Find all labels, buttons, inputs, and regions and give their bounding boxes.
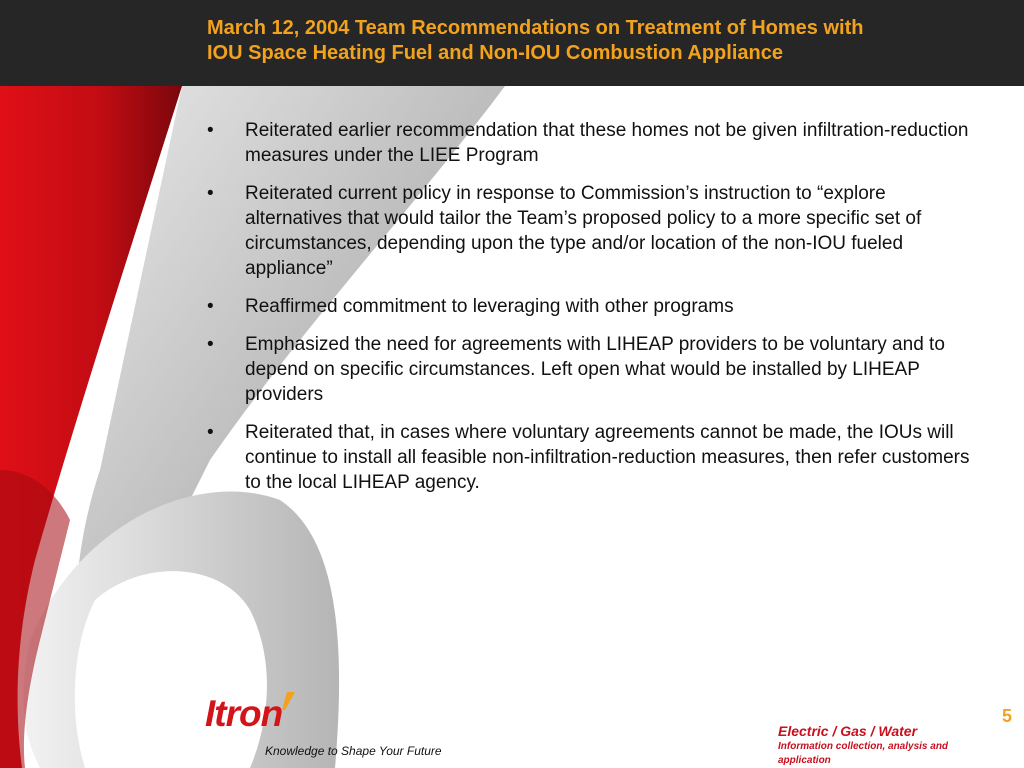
bullet-dot-icon: •	[207, 120, 214, 141]
utility-caption-main: Electric / Gas / Water	[778, 723, 918, 739]
bullet-item	[207, 332, 977, 407]
slide-title-line-2: IOU Space Heating Fuel and Non-IOU Combustion Appliance	[207, 42, 783, 64]
bullet-text: Reaffirmed commitment to leveraging with other programs	[245, 296, 734, 317]
bullet-text: Emphasized the need for agreements with LIHEAP providers to be voluntary and to depend on specific circumstances. Left open what would be installed by LIHEAP providers	[245, 334, 945, 405]
logo-wordmark: Itron	[205, 693, 283, 734]
slide-title-line-1: March 12, 2004 Team Recommendations on Treatment of Homes with	[207, 17, 864, 39]
utility-caption-sub: Information collection, analysis and application	[778, 741, 949, 766]
page-number: 5	[1001, 706, 1012, 726]
bullet-item	[207, 181, 977, 281]
bullet-text: Reiterated earlier recommendation that these homes not be given infiltration-reduction measures under the LIEE Program	[245, 120, 969, 166]
bullet-dot-icon: •	[207, 334, 214, 355]
bullet-dot-icon: •	[207, 422, 214, 443]
bullet-text: Reiterated current policy in response to Commission’s instruction to “explore alternatives that would tailor the Team’s proposed policy to a more specific set of circumstances, depending upon the type and/or location of the non-IOU fueled appliance”	[245, 183, 922, 279]
bullet-dot-icon: •	[207, 183, 214, 204]
bullet-item	[207, 294, 977, 319]
logo-accent-icon	[279, 692, 297, 714]
bullet-dot-icon: •	[207, 296, 214, 317]
bullet-item	[207, 118, 977, 168]
utility-caption	[778, 722, 988, 768]
bullet-item	[207, 420, 977, 495]
itron-logo	[205, 692, 320, 744]
slide-title	[207, 16, 1007, 66]
bullet-list	[207, 118, 977, 508]
tagline: Knowledge to Shape Your Future	[265, 744, 442, 758]
bullet-text: Reiterated that, in cases where voluntary agreements cannot be made, the IOUs will continue to install all feasible non-infiltration-reduction measures, then refer customers to the local LIHEAP agency.	[245, 422, 970, 493]
